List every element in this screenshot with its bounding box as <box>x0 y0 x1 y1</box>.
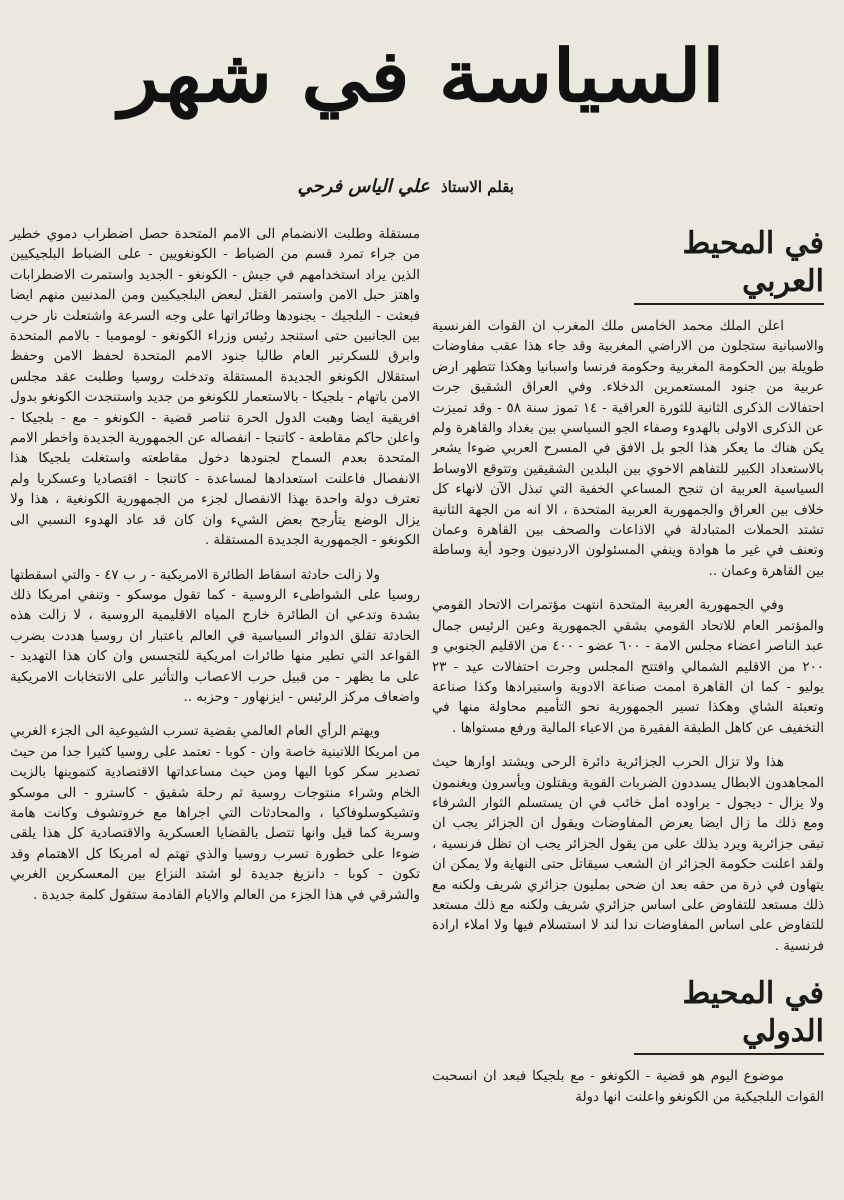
article-paragraph: ولا زالت حادثة اسقاط الطائرة الامريكية - ر ب ٤٧ - والتي اسقطتها روسيا على الشواطىء الروسية - كما تقول موسكو - وتنفي امريكا ذلك بشدة وتدعي ان الطائرة خارج المياه الاقليمية الروسية ، لا زالت هذه الحادثة تقلق الدوائر السياسية في العالم باعتبار ان روسيا هددت بضرب القواعد التي تطير منها طائرات امريكية للتجسس وان كان هذا التهديد - على ما يظهر - من قبيل حرب الاعصاب والتأثير على الانتخابات الامريكية واضعاف مركز الرئيس - ايزنهاور - وحزبه .. <box>10 567 420 705</box>
section-heading-international: في المحيط الدولي <box>634 975 824 1055</box>
article-paragraph: مستقلة وطلبت الانضمام الى الامم المتحدة حصل اضطراب دموي خطير من جراء تمرد قسم من الضباط - الكونغويين - على الضباط البلجيكيين الذين يراد استخدامهم في جيش - الكونغو - الجديد واستمرت الاضطرابات واهتز حبل الامن واستمر القتل لبعض البلجيكيين ومن المدنيين منهم ايضا فبعثت - البلجيك - بجنودها وطائراتها على وجه السرعة واشتعلت نار حرب بين الجانبين حتى استنجد رئيس وزراء الكونغو - لومومبا - بالامم المتحدة وابرق للسكرتير العام طالبا جنود الامم المتحدة لحفظ الامن وحفظ استقلال الكونغو الجديدة المستقلة وتدخلت روسيا وطلبت عقد مجلس الامن باتهام - بلجيكا - بالاستعمار للكونغو من جديد واستنجدت الكونغو بدول افريقية ايضا وهبت الدول الحرة تناصر قضية - الكونغو - مع - بلجيكا - واعلن حاكم مقاطعة - كاتنجا - انفصاله عن الجمهورية الجديدة واخطر الامم المتحدة بعدم السماح لجنودها دخول مقاطعته واستغلت بلجيكا هذا الانفصال فاعلنت استعدادها لمساعدة - كاتنجا - اقتصاديا وعسكريا ولم تعترف دولة واحدة بهذا الانفصال لجزء من الجمهورية الكونغية ، هذا ولا يزال الوضع يتأرجح بعض الشيء وان كان قد عاد الهدوء النسبي الى الكونغو - الجمهورية الجديدة المستقلة . <box>10 227 420 549</box>
left-column <box>10 225 420 906</box>
article-paragraph: هذا ولا تزال الحرب الجزائرية دائرة الرحى ويشتد اوارها حيث المجاهدون الابطال يسددون الضربات القوية ويقتلون ويأسرون ويغنمون ولا يزال - ديجول - يراوده امل خائب في ان يستسلم الثوار الشرفاء ومع ذلك ما زال ايضا يعرض المفاوضات ويقول ان الجزائر يجب ان تبقى جزائرية ويرد بذلك على من يقول الجزائر يجب ان تظل فرنسية ، ولقد اعلنت حكومة الجزائر ان الشعب سيقاتل حتى النهاية ولا يمكن ان يتهاون في ذرة من حقه بعد ان ضحى بمليون جزائري شريف ولكنه مع ذلك مستعد للتفاوض على اساس جزائري شريف ولكنه مع ذلك مستعد للتفاوض على اساس المفاوضات ندا لند لا استسلام فيها ولا املاء ارادة فرنسية . <box>432 755 824 954</box>
author-signature: علي الياس فرحي <box>297 176 430 197</box>
section-heading-arab-world: في المحيط العربي <box>634 225 824 305</box>
article-paragraph: اعلن الملك محمد الخامس ملك المغرب ان القوات الفرنسية والاسبانية ستجلون من الاراضي المغربية وقد جاء هذا عقب مفاوضات طويلة بين الحكومة المغربية وحكومة فرنسا واسبانيا وهكذا تتطهر ارض عربية من جنود المستعمرين الدخلاء. وفي العراق الشقيق جرت احتفالات الذكرى الثانية للثورة العراقية - ١٤ تموز سنة ٥٨ - وقد تميزت عن الذكرى الاولى بالهدوء وصفاء الجو السياسي بين بغداد والقاهرة ولم يكن هناك ما يعكر هذا الجو بل الافق في المسرح العربي ضوءا يشعر بالاستعداد الكبير للتفاهم الاخوي بين البلدين الشقيقين وتتوقع الاوساط السياسية العربية ان تنجح المساعي الخفية التي تبذل الآن لانهاء كل خلاف بين العراق والجمهورية العربية المتحدة ، الا انه من الجهة الثانية تشتد الحملات المتبادلة في الاذاعات والصحف بين القاهرة وعمان وتعنف في غير ما هوادة وينفي المسئولون الاردنيون وجود أية وساطة بين القاهرة وعمان .. <box>432 319 824 579</box>
page-title: السياسة في شهر <box>119 33 725 118</box>
article-paragraph: وفي الجمهورية العربية المتحدة انتهت مؤتمرات الاتحاد القومي والمؤتمر العام للاتحاد القومي بشقي الجمهورية وعين الرئيس جمال عبد الناصر اعضاء مجلس الامة - ٦٠٠ عضو - ٤٠٠ من الاقليم الجنوبي و ٢٠٠ من الاقليم الشمالي وافتتح المجلس وجرت احتفالات عيد - ٢٣ يوليو - كما ان القاهرة اممت صناعة الادوية واستيرادها وكذا صناعة وتعبئة الشاي وهكذا تسير الجمهورية نحو التأميم محاولة منها في التخفيف عن كاهل الطبقة الفقيرة من الاعباء المالية ورفع مستواها . <box>432 598 824 736</box>
article-paragraph: ويهتم الرأي العام العالمي بقضية تسرب الشيوعية الى الجزء الغربي من امريكا اللاتينية خاصة وان - كوبا - تعتمد على روسيا كثيرا جدا من حيث تصدير سكر كوبا اليها ومن حيث مساعداتها الاقتصادية كتموينها بالزيت الخام وشراء منتوجات روسية ثم رحلة شقيق - كاسترو - الى موسكو وتشيكوسلوفاكيا ، والمحادثات التي اجراها مع خروتشوف وكانت هامة وسرية كما قيل وانها تتصل بالقضايا العسكرية والاقتصادية كل هذا يلقى ضوءا على خطورة تسرب روسيا والذي تهتم له امريكا كل الاهتمام وقد تكون - كوبا - دانزيغ جديدة لو اشتد النزاع بين المعسكرين الغربي والشرقي في هذا الجزء من العالم والايام القادمة ستقول كلمة جديدة . <box>10 724 420 903</box>
byline <box>297 176 514 197</box>
section-heading-international-wrap <box>432 975 824 1055</box>
section-heading-arab-world-wrap <box>432 225 824 305</box>
article-paragraph: موضوع اليوم هو قضية - الكونغو - مع بلجيكا فبعد ان انسحبت القوات البلجيكية من الكونغو واعلنت انها دولة <box>432 1069 824 1105</box>
right-column <box>432 225 824 1108</box>
byline-prefix: بقلم الاستاذ <box>440 178 514 196</box>
